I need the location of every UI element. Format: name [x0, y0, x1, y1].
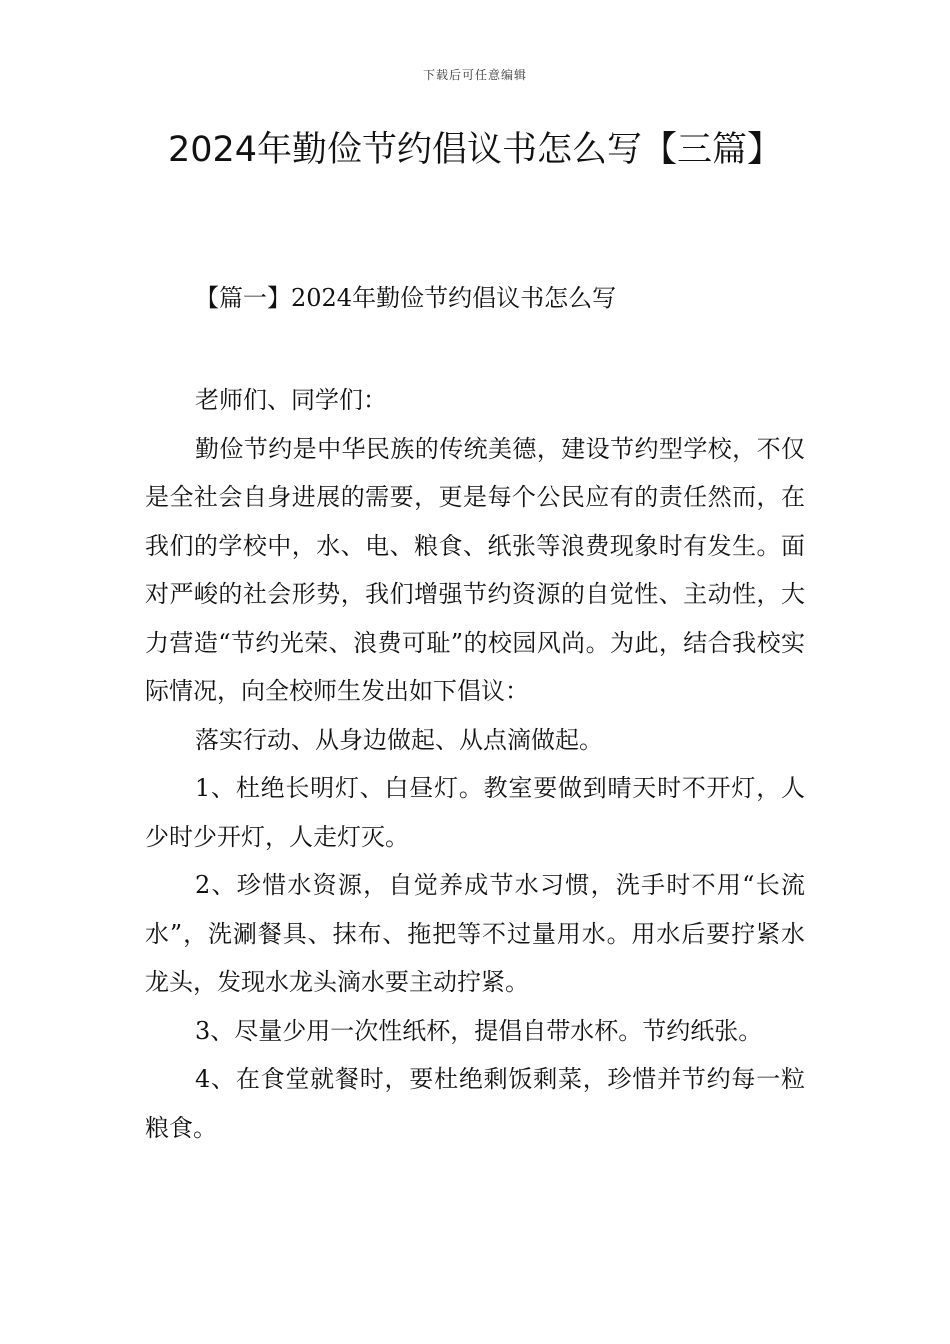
section-heading: 【篇一】2024年勤俭节约倡议书怎么写 — [195, 284, 617, 312]
paragraph-intro: 勤俭节约是中华民族的传统美德，建设节约型学校，不仅是全社会自身进展的需要，更是每个公民应有的责任然而，在我们的学校中，水、电、粮食、纸张等浪费现象时有发生。面对严峻的社会形势，我们增强节约资源的自觉性、主动性，大力营造“节约光荣、浪费可耻”的校园风尚。为此，结合我校实际情况，向全校师生发出如下倡议： — [145, 434, 805, 705]
paragraph-item-2: 2、珍惜水资源，自觉养成节水习惯，洗手时不用“长流水”，洗涮餐具、抹布、拖把等不过量用水。用水后要拧紧水龙头，发现水龙头滴水要主动拧紧。 — [145, 871, 805, 996]
letter-body — [145, 376, 805, 1152]
letter-greeting: 老师们、同学们： — [195, 386, 387, 414]
paragraph-action: 落实行动、从身边做起、从点滴做起。 — [195, 725, 603, 754]
document-title: 2024年勤俭节约倡议书怎么写【三篇】 — [167, 130, 783, 170]
header-note: 下载后可任意编辑 — [422, 68, 527, 82]
paragraph-item-3: 3、尽量少用一次性纸杯，提倡自带水杯。节约纸张。 — [195, 1016, 763, 1045]
paragraph-item-4: 4、在食堂就餐时，要杜绝剩饭剩菜，珍惜并节约每一粒粮食。 — [145, 1065, 805, 1142]
paragraph-item-1: 1、杜绝长明灯、白昼灯。教室要做到晴天时不开灯，人少时少开灯，人走灯灭。 — [145, 774, 805, 851]
